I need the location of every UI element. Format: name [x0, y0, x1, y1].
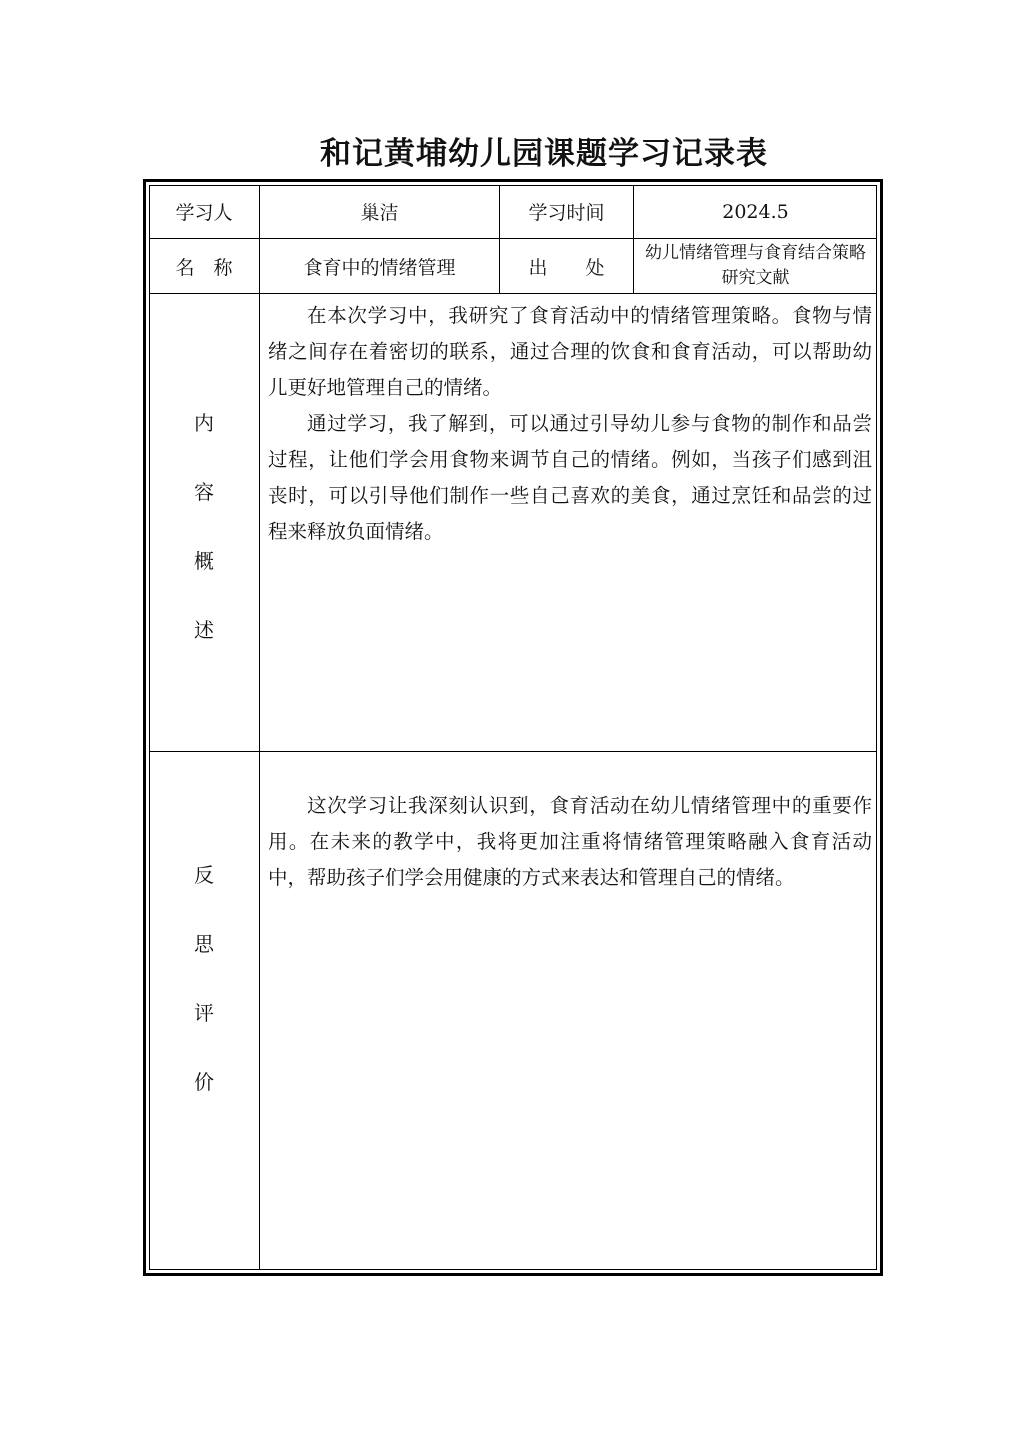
summary-label: [149, 389, 259, 665]
reflection-label: [149, 841, 259, 1117]
summary-paragraph: 通过学习，我了解到，可以通过引导幼儿参与食物的制作和品尝过程，让他们学会用食物来调节自己的情绪。例如，当孩子们感到沮丧时，可以引导他们制作一些自己喜欢的美食，通过烹饪和品尝的过程来释放负面情绪。: [268, 412, 872, 543]
summary-paragraph: 在本次学习中，我研究了食育活动中的情绪管理策略。食物与情绪之间存在着密切的联系，通过合理的饮食和食育活动，可以帮助幼儿更好地管理自己的情绪。: [268, 304, 872, 399]
learner-label: 学习人: [175, 202, 233, 224]
column-divider: [259, 185, 260, 1270]
name-value: 食育中的情绪管理: [303, 256, 456, 279]
reflection-content: [268, 788, 872, 896]
source-value: 幼儿情绪管理与食育结合策略研究文献: [645, 243, 866, 288]
name-label: 名 称: [175, 256, 233, 279]
source-label: 出 处: [528, 256, 605, 279]
reflection-label-char: 反: [194, 863, 214, 887]
reflection-label-char: 价: [194, 1070, 214, 1094]
study-time-label: 学习时间: [528, 202, 605, 224]
summary-label-char: 内: [194, 411, 214, 435]
study-time-value: 2024.5: [722, 200, 789, 223]
reflection-label-char: 评: [194, 1001, 214, 1025]
summary-label-char: 述: [194, 618, 214, 642]
summary-label-char: 概: [194, 549, 214, 573]
reflection-paragraph: 这次学习让我深刻认识到，食育活动在幼儿情绪管理中的重要作用。在未来的教学中，我将更加注重将情绪管理策略融入食育活动中，帮助孩子们学会用健康的方式来表达和管理自己的情绪。: [268, 794, 872, 889]
learner-value: 巢洁: [360, 202, 399, 224]
summary-content: [268, 298, 872, 550]
page-title: 和记黄埔幼儿园课题学习记录表: [320, 136, 768, 172]
summary-label-char: 容: [194, 480, 214, 504]
reflection-label-char: 思: [194, 932, 214, 956]
